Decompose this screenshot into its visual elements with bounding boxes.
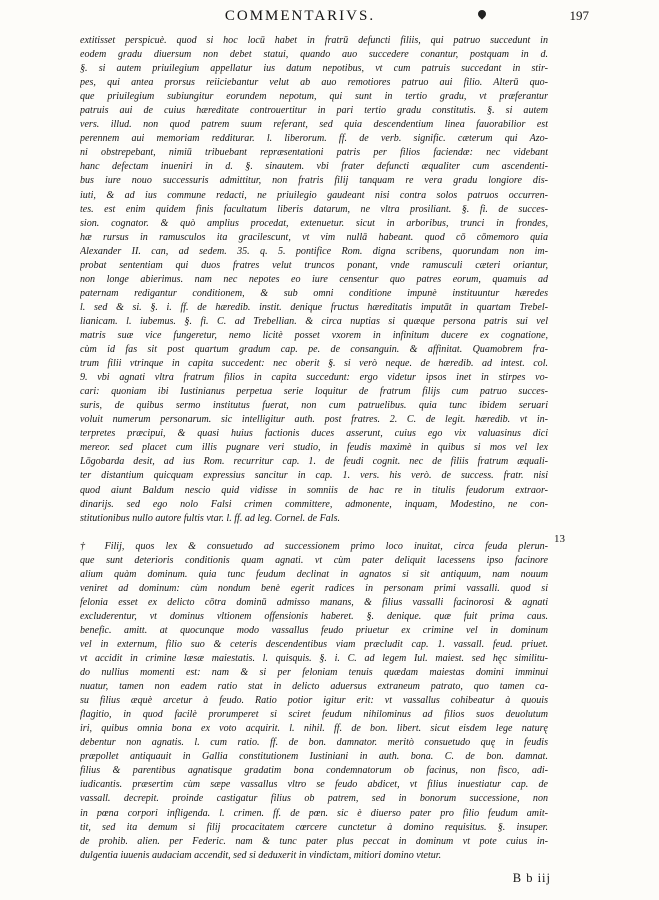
text-line: ni obstrepebant, nimiū tribuebant repræsentationi patris per filios faciendæ: nec videbant bbox=[80, 147, 548, 159]
text-line: † Filij, quos lex & consuetudo ad successionem primo loco inuitat, circa feuda plerun- bbox=[80, 540, 548, 552]
text-line: in pœna corpori infligenda. l. crimen. ff. de pœn. sic è diuerso pater pro filio feudum amit- bbox=[80, 807, 548, 819]
text-line: paternam redigantur conditionem, & sub omni conditione impunè instituuntur hæredes bbox=[80, 287, 548, 299]
paragraph-gap bbox=[80, 526, 548, 540]
text-line: non longe abierimus. nam nec nepotes eo iure censentur quo patres eorum, quamuis ad bbox=[80, 273, 548, 285]
text-line: que priuilegium subiungitur eorundem nepotum, qui sunt in tertio gradu, vt præferantur bbox=[80, 91, 548, 103]
text-line: extitisset perspicuè. quod si hoc locū habet in fratrū defuncti filiis, qui patruo succedunt in bbox=[80, 35, 548, 46]
text-line: quod aiunt Baldum nescio quid vidisse in somniis de hac re in titulis feudorum extraor- bbox=[80, 484, 548, 496]
text-line: do nullius momenti est: nam & si per feloniam tenuis quædam maiestas domini imminui bbox=[80, 667, 548, 679]
text-line: §. si autem priuilegium appellatur ius datum nepotibus, vt cum patruis succedant in stir- bbox=[80, 63, 548, 75]
text-line: bus iure nouo successuris admittitur, non fratris filij tanquam re vera gradu longiore dis- bbox=[80, 175, 548, 187]
text-line: dinarijs. sed ego nolo Falsi crimen committere, admonente, inquam, Modestino, ne con- bbox=[80, 498, 548, 510]
text-line: dulgentia iuuenis audaciam accendit, sed si deduxerit in vindictam, mitiori domino vtetur. bbox=[80, 849, 442, 861]
text-line: vt accidit in crimine læsæ maiestatis. l. quisquis. §. i. C. ad legem Iul. maiest. sed hęc similitu- bbox=[80, 653, 548, 665]
text-line: nuatur, tamen non eadem ratio stat in delicto aduersus extraneum patrato, quo tamen ca- bbox=[80, 681, 548, 693]
text-line: tit, sed ita demum si filij procacitatem cœrcere cunctetur à domino requisitus. §. insuper. bbox=[80, 821, 548, 833]
text-line: debentur non agnatis. l. cum ratio. ff. de bon. damnator. meritò consuetudo quę in feudis bbox=[80, 737, 548, 749]
text-line: voluit numerum personarum. sic intelligitur auth. post fratres. 2. C. de legit. hæredib. vt in- bbox=[80, 414, 548, 426]
text-line: probat sententiam qui duos fratres velut truncos ponant, vnde ramusculi cæteri oriantur, bbox=[80, 259, 548, 271]
text-line: vers. illud. non quod patrem suum referant, sed quia descendentium linea fauorabilior est bbox=[80, 119, 548, 131]
text-line: l. sed & si. §. i. ff. de hæredib. instit. denique fructus hæreditatis imputāt in quartam Trebel- bbox=[80, 301, 548, 313]
text-line: de prohib. alien. per Federic. nam & tunc pater plus peccat in dominum vt pote cuius in- bbox=[80, 835, 548, 847]
text-line: hæ rursus in ramusculos ita gracilescunt, vt vim nullā habeant. quod cō cōmemoro quia bbox=[80, 231, 548, 243]
text-line: iudicantis. præsertim cùm sæpe vassallus vltro se feudo abdicet, vt filius inuestiatur cap. de bbox=[80, 779, 548, 791]
text-line: iri, quibus omnia bona ex voto acquirit. l. nihil. ff. de bon. libert. sicut eisdem lege naturę bbox=[80, 723, 548, 735]
text-line: cari: quoniam ibi Iustinianus perpetua serie loquitur de fratrum filijs cum patruo succes- bbox=[80, 386, 548, 398]
text-line: patruis aui de cuius hæreditate controuertitur in pari tertio gradu constitutis. §. si autem bbox=[80, 105, 548, 117]
text-line: flagitio, in quod facilè prorumperet si sciret feudum nihilominus ad filios suos deuolutum bbox=[80, 709, 548, 721]
text-line: iuti, & ad ius commune redacti, ne priuilegio gaudeant nisi contra solos patruos occurren- bbox=[80, 189, 548, 201]
leaf-ornament-icon bbox=[476, 8, 487, 19]
text-line: su filius æquè arcetur à feudo. Ratio potior igitur erit: vt vassallus cohibeatur à quouis bbox=[80, 695, 548, 707]
running-head: COMMENTARIVS. bbox=[224, 8, 376, 24]
text-line: stitutionibus nullo autore fultis vtar. l. ff. ad leg. Cornel. de Fals. bbox=[80, 512, 341, 524]
text-line: matris suæ vice fungeretur, nemo licitè posset vxorem in infinitum ducere ex cognatione, bbox=[80, 329, 548, 341]
text-line: trum filii vtrinque in capita succedent: nec oberit §. si verò neque. de hæredib. ad intest. col. bbox=[80, 358, 548, 370]
page-number: 197 bbox=[569, 8, 589, 23]
text-line: tes. est enim quidem finis facultatum liberis datarum, ne vltra prosiliant. §. fi. de succes- bbox=[80, 203, 548, 215]
text-line: que sunt deterioris conditionis quam agnati. vt cùm pater deliquit lacessens ipso facinore bbox=[80, 554, 548, 566]
text-line: mereor. sed placet cum illis pugnare veri studio, in feudis maximè in quibus si mos vel lex bbox=[80, 442, 548, 454]
text-line: Lōgobarda desit, ad ius Rom. recurritur cap. 1. de feudi cognit. nec de filiis fratrum æquali- bbox=[80, 456, 548, 468]
paragraph-2 bbox=[80, 540, 548, 863]
paragraph-1 bbox=[80, 34, 548, 526]
text-line: felonia esset ex delicto cōtra dominū admisso manans, & filius vassalli facinorosi & agnati bbox=[80, 596, 548, 608]
text-line: alium quàm dominum. quia tunc feudum declinat in agnatos si sit antiquum, nam nouum bbox=[80, 568, 548, 580]
text-line: eodem gradu diuersum non debet statui, quando auo succedere conantur, postquam in d. bbox=[80, 49, 548, 61]
text-line: pes, qui antea prorsus reiiciebantur velut ab auo remotiores patruo aui filio. Alterū quo- bbox=[80, 77, 548, 89]
margin-note-number: 13 bbox=[554, 533, 565, 545]
signature-mark: B b iij bbox=[512, 871, 551, 885]
text-line: sion. cognator. & quò amplius procedat, extenuetur. sicut in arboribus, trunci in frondes, bbox=[80, 217, 548, 229]
text-line: 9. vbi agnati vltra fratrum filios in capita succedunt: ergo videtur ipsos inet in stirpes vo- bbox=[80, 372, 548, 384]
text-line: benefic. amitt. at quocunque modo vassallus feudo priuetur ex crimine vel in dominum bbox=[80, 624, 548, 636]
text-line: excluderentur, vt dominus vltionem offensionis haberet. §. denique. quæ fuit prima caus. bbox=[80, 610, 548, 622]
text-line: ter distantium quicquam expressius sancitur in cap. 1. vers. his verò. de success. fratr. nisi bbox=[80, 470, 548, 482]
text-line: vel in externum, filio suo & ceteris descendentibus viam præcludit cap. 1. vassall. feud. priuet. bbox=[80, 638, 548, 650]
text-line: terpretes præcipui, & quasi huius factionis duces asserunt, cuius ego vix valuasinus dici bbox=[80, 428, 548, 440]
text-line: præpollet antiquauit in Gallia constitutionem Iustiniani in auth. bona. C. de bon. damnat. bbox=[80, 751, 548, 763]
text-line: suris, de quibus sermo institutus fuerat, non cum patruelibus. quia tunc ibidem seruari bbox=[80, 400, 548, 412]
text-line: veniret ad dominum: cùm nondum benè egerit radices in personam primi vassalli. quod si bbox=[80, 582, 548, 594]
text-line: hanc defectam inueniri in d. §. sinautem. vbi frater defuncti æqualiter cum ascendenti- bbox=[80, 161, 548, 173]
text-line: vassall. decrepit. proinde castigatur filius ob patrem, sed in bonorum successione, non bbox=[80, 793, 548, 805]
text-line: perennem aui memoriam redditurar. l. liberorum. ff. de verb. signific. cæterum qui Azo- bbox=[80, 133, 548, 145]
text-line: cùm id fas sit post quartum gradum cap. pe. de consanguin. & affinitat. Quamobrem fra- bbox=[80, 344, 548, 356]
text-line: lianicam. l. iubemus. §. fi. C. ad Trebellian. & circa nuptias si quæque persona patris sui vel bbox=[80, 315, 548, 327]
text-line: filius & parentibus agnatisque gradatim bona condemnatorum ob facinus, non fisco, adi- bbox=[80, 765, 548, 777]
text-line: Alexander II. can, ad sedem. 35. q. 5. pontifice Rom. digna scribens, quorundam non im- bbox=[80, 245, 548, 257]
main-text bbox=[80, 34, 548, 863]
